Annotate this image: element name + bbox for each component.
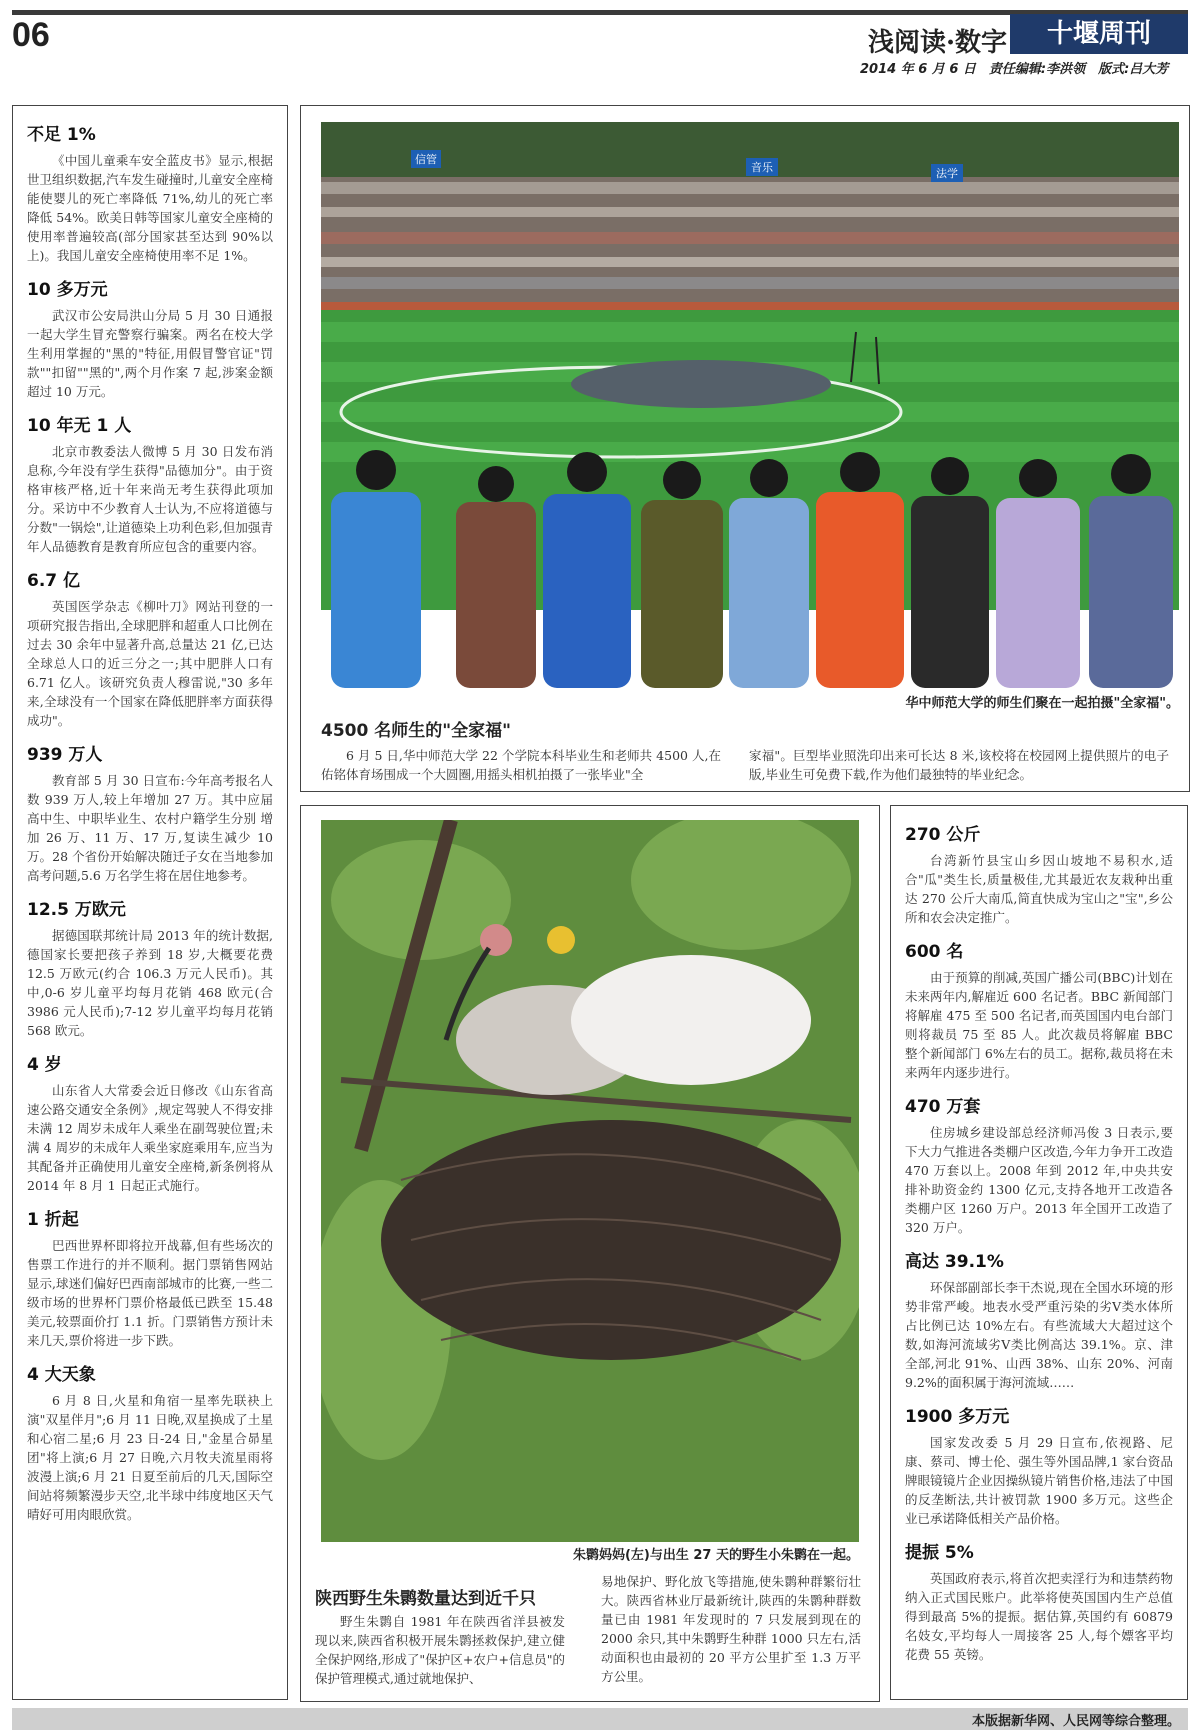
brief-title: 470 万套 — [905, 1097, 981, 1117]
brief-title: 6.7 亿 — [27, 571, 81, 591]
sign-label-2: 音乐 — [751, 161, 773, 174]
brief-title: 10 年无 1 人 — [27, 416, 132, 436]
brief-title: 不足 1% — [27, 125, 96, 145]
page-number: 06 — [12, 16, 50, 54]
footer-note: 本版据新华网、人民网等综合整理。 — [971, 1714, 1180, 1729]
brief-body: 山东省人大常委会近日修改《山东省高速公路交通安全条例》,规定驾驶人不得安排未满 12 周岁未成年人乘坐在副驾驶位置;未满 4 周岁的未成年人乘坐家庭乘用车,应当为其配备并正确使用儿童安全座椅,新条例将从 2014 年 8 月 1 日起正式施行。 — [27, 1083, 273, 1193]
bird-article-title: 陕西野生朱鹮数量达到近千只 — [315, 1589, 536, 1609]
bird-article-body-1: 野生朱鹮自 1981 年在陕西省洋县被发现以来,陕西省积极开展朱鹮拯救保护,建立健全保护网络,形成了"保护区+农户+信息员"的保护管理模式,通过就地保护、 — [315, 1614, 565, 1686]
right-column — [890, 805, 1188, 1700]
dateline: 2014 年 6 月 6 日 责任编辑:李洪领 版式:吕大芳 — [860, 62, 1169, 77]
brief-body: 6 月 8 日,火星和角宿一星率先联袂上演"双星伴月";6 月 11 日晚,双星换成了土星和心宿二星;6 月 23 日-24 日,"金星合昴星团"将上演;6 月 27 日晚,六月牧夫流星雨将波漫上演;6 月 21 日夏至前后的几天,国际空间站将频繁漫步天空,北半球中纬度地区天气晴好可用肉眼欣赏。 — [27, 1393, 273, 1522]
brief-body: 教育部 5 月 30 日宣布:今年高考报名人数 939 万人,较上年增加 27 万。其中应届高中生、中职毕业生、农村户籍学生分别 增加 26 万、11 万、17 万,复读生减少 10 万。28 个省份开始解决随迁子女在当地参加高考问题,5.6 万名学生将在居住地参考。 — [27, 773, 273, 883]
brief-body: 英国医学杂志《柳叶刀》网站刊登的一项研究报告指出,全球肥胖和超重人口比例在过去 30 余年中显著升高,总量达 21 亿,已达全球总人口的近三分之一;其中肥胖人口有 6.71 亿人。该研究负责人穆雷说,"30 多年来,全球没有一个国家在降低肥胖率方面获得成功"。 — [27, 599, 273, 728]
brief-body: 环保部副部长李干杰说,现在全国水环境的形势非常严峻。地表水受严重污染的劣Ⅴ类水体所占比例已达 10%左右。有些流域大大超过这个数,如海河流域劣Ⅴ类比例高达 39.1%。京、津全部,河北 91%、山西 38%、山东 20%、河南 9.2%的面积属于海河流域…… — [905, 1280, 1173, 1390]
bird-article — [300, 805, 880, 1702]
brief-body: 武汉市公安局洪山分局 5 月 30 日通报一起大学生冒充警察行骗案。两名在校大学生利用掌握的"黑的"特征,用假冒警官证"罚款""扣留""黑的",两个月作案 7 起,涉案金额超过 10 万元。 — [27, 308, 273, 399]
brief-body: 由于预算的削减,英国广播公司(BBC)计划在未来两年内,解雇近 600 名记者。BBC 新闻部门将解雇 475 至 500 名记者,而英国国内电台部门则将裁员 75 至 85 人。此次裁员将解雇 BBC 整个新闻部门 6%左右的员工。据称,裁员将在未来两年内逐步进行。 — [905, 970, 1173, 1080]
bird-article-body-2: 易地保护、野化放飞等措施,使朱鹮种群繁衍壮大。陕西省林业厅最新统计,陕西的朱鹮种群数量已由 1981 年发现时的 7 只发展到现在的 2000 余只,其中朱鹮野生种群 1000 只左右,活动面积也由最初的 20 平方公里扩至 1.3 万平方公里。 — [601, 1574, 861, 1684]
brief-title: 1900 多万元 — [905, 1407, 1010, 1427]
bird-photo-caption: 朱鹮妈妈(左)与出生 27 天的野生小朱鹮在一起。 — [572, 1548, 859, 1563]
brief-title: 939 万人 — [27, 745, 103, 765]
left-column — [12, 105, 288, 1700]
top-article — [300, 105, 1190, 792]
brief-title: 12.5 万欧元 — [27, 900, 126, 920]
brief-body: 北京市教委法人微博 5 月 30 日发布消息称,今年没有学生获得"品德加分"。由于资格审核严格,近十年来尚无考生获得此项加分。采访中不少教育人士认为,不应将道德与分数"一锅烩",让道德染上功利色彩,但加强青年人品德教育是教育所应包含的重要内容。 — [27, 444, 273, 554]
brief-body: 据德国联邦统计局 2013 年的统计数据,德国家长要把孩子养到 18 岁,大概要花费 12.5 万欧元(约合 106.3 万元人民币)。其中,0-6 岁儿童平均每月花销 468 欧元(合 3986 元人民币);7-12 岁儿童平均每月花销 568 欧元。 — [27, 928, 273, 1038]
top-article-body-2: 家福"。巨型毕业照洗印出来可长达 8 米,该校将在校园网上提供照片的电子版,毕业生可免费下载,作为他们最独特的毕业纪念。 — [749, 748, 1169, 782]
brief-title: 提振 5% — [905, 1543, 974, 1563]
graduation-photo — [321, 122, 1179, 688]
ibis-chick — [571, 955, 811, 1085]
sign-label-1: 信管 — [415, 153, 437, 166]
brief-title: 1 折起 — [27, 1210, 79, 1230]
brief-body: 巴西世界杯即将拉开战幕,但有些场次的售票工作进行的并不顺利。据门票销售网站显示,球迷们偏好巴西南部城市的比赛,一些二级市场的世界杯门票价格最低已跌至 15.48 美元,较票面价打 1.1 折。门票销售方预计未来几天,票价将进一步下跌。 — [27, 1238, 273, 1348]
top-article-title: 4500 名师生的"全家福" — [321, 721, 511, 741]
brief-body: 住房城乡建设部总经济师冯俊 3 日表示,要下大力气推进各类棚户区改造,今年力争开工改造 470 万套以上。2008 年到 2012 年,中央共安排补助资金约 1300 亿元,支持各地开工改造各类棚户区 1260 万户。2013 年全国开工改造了 320 万户。 — [905, 1125, 1173, 1235]
brief-body: 国家发改委 5 月 29 日宣布,依视路、尼康、蔡司、博士伦、强生等外国品牌,1 家台资品牌眼镜镜片企业因操纵镜片销售价格,违法了中国的反垄断法,共计被罚款 1900 多万元。这些企业已承诺降低相关产品价格。 — [905, 1435, 1173, 1526]
brief-body: 《中国儿童乘车安全蓝皮书》显示,根据世卫组织数据,汽车发生碰撞时,儿童安全座椅能使婴儿的死亡率降低 71%,幼儿的死亡率降低 54%。欧美日韩等国家儿童安全座椅的使用率普遍较高(部分国家甚至达到 90%以上)。我国儿童安全座椅使用率不足 1%。 — [27, 153, 273, 263]
brief-title: 高达 39.1% — [905, 1252, 1004, 1272]
brief-title: 270 公斤 — [905, 825, 981, 845]
brief-body: 英国政府表示,将首次把卖淫行为和违禁药物纳入正式国民账户。此举将使英国国内生产总值得到最高 5%的提振。据估算,英国约有 60879 名妓女,平均每人一周接客 25 人,每个嫖客平均花费 55 英镑。 — [905, 1571, 1173, 1662]
brand-logo: 十堰周刊 — [1010, 14, 1188, 54]
sign-label-3: 法学 — [936, 167, 958, 180]
section-title: 浅阅读·数字 — [868, 28, 1008, 58]
top-photo-caption: 华中师范大学的师生们聚在一起拍摄"全家福"。 — [905, 696, 1179, 711]
brief-title: 10 多万元 — [27, 280, 108, 300]
brief-title: 600 名 — [905, 942, 964, 962]
ibis-photo — [321, 820, 859, 1542]
brief-body: 台湾新竹县宝山乡因山坡地不易积水,适合"瓜"类生长,质量极佳,尤其最近农友栽种出重达 270 公斤大南瓜,简直快成为宝山之"宝",乡公所和农会决定推广。 — [905, 853, 1173, 925]
brief-title: 4 大天象 — [27, 1365, 96, 1385]
top-article-body-1: 6 月 5 日,华中师范大学 22 个学院本科毕业生和老师共 4500 人,在佑铭体育场围成一个大圆圈,用摇头相机拍摄了一张毕业"全 — [321, 748, 721, 782]
brief-title: 4 岁 — [27, 1055, 62, 1075]
